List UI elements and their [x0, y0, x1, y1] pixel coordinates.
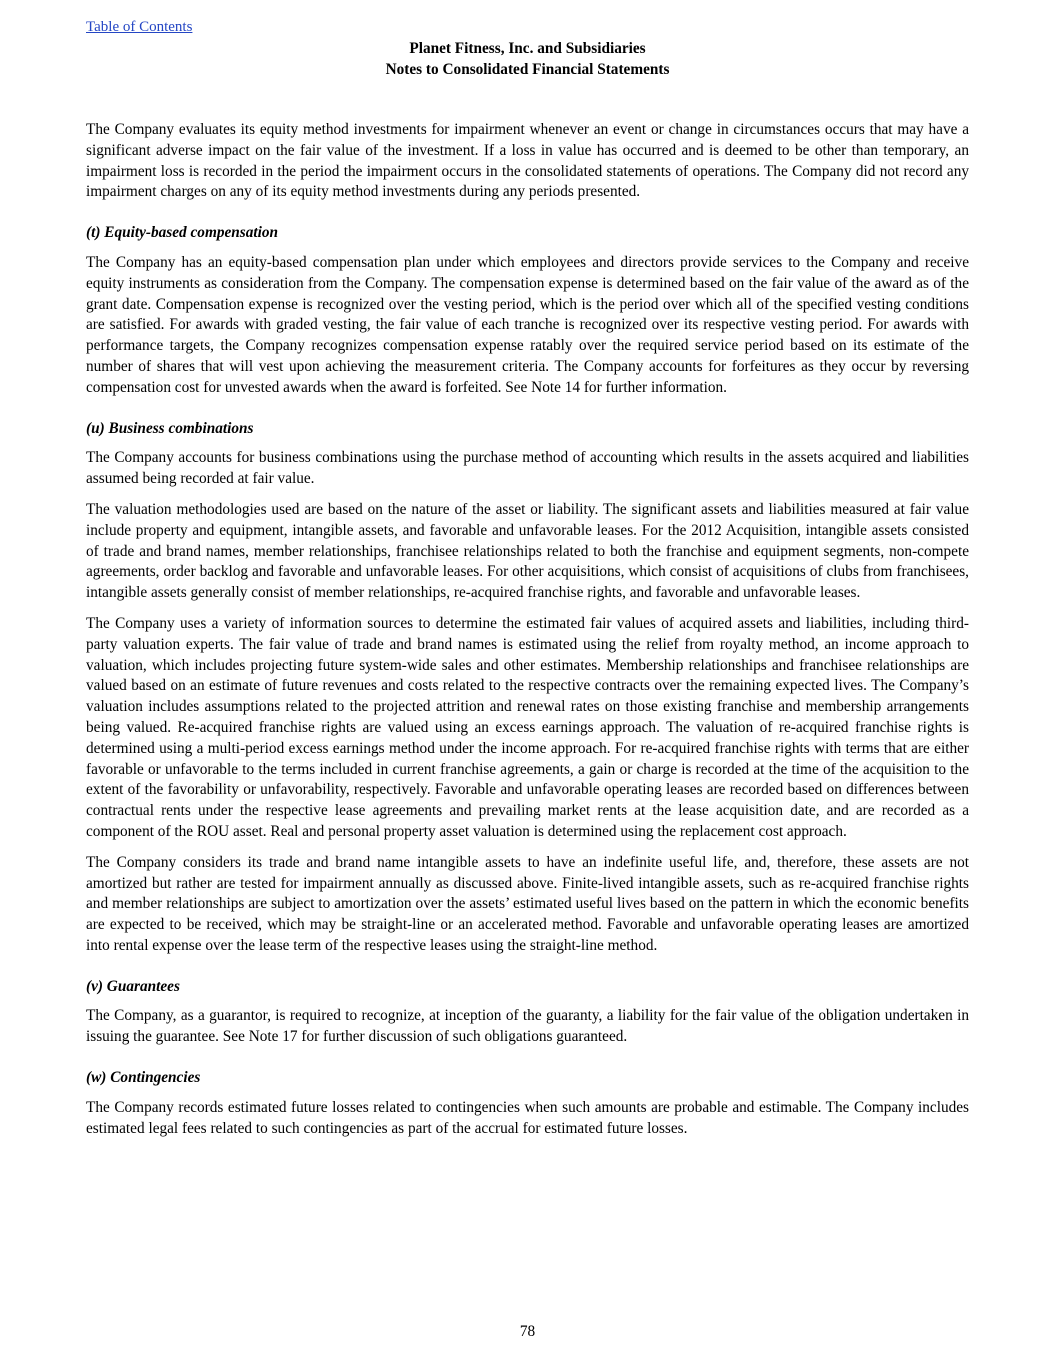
paragraph: The valuation methodologies used are based on the nature of the asset or liability. The significant assets and liabilities measured at fair value include property and equipment, intangible assets, and favorable and unfavorable leases. For the 2012 Acquisition, intangible assets consisted of trade and brand names, member relationships, franchisee relationships related to both the franchise and equipment segments, non-compete agreements, order backlog and favorable and unfavorable leases. For other acquisitions, which consist of acquisitions of clubs from franchisees, intangible assets generally consist of member relationships, re-acquired franchise rights, and favorable and unfavorable leases.: [86, 500, 969, 602]
table-of-contents-link[interactable]: Table of Contents: [86, 19, 193, 35]
page-number: 78: [519, 1323, 536, 1340]
section-heading-contingencies: (w) Contingencies: [86, 1069, 201, 1087]
section-heading-business-combinations: (u) Business combinations: [86, 419, 254, 437]
paragraph: The Company records estimated future losses related to contingencies when such amounts are probable and estimable. The Company includes estimated legal fees related to such contingencies as part of the accrual for estimated future losses.: [86, 1098, 969, 1137]
company-name: Planet Fitness, Inc. and Subsidiaries: [409, 40, 646, 57]
paragraph: The Company accounts for business combinations using the purchase method of accounting which results in the assets acquired and liabilities assumed being recorded at fair value.: [86, 449, 969, 488]
section-heading-equity-based-compensation: (t) Equity-based compensation: [86, 224, 279, 242]
page-header: [0, 38, 1055, 80]
section-heading-guarantees: (v) Guarantees: [86, 977, 180, 995]
paragraph: The Company evaluates its equity method investments for impairment whenever an event or change in circumstances occurs that may have a significant adverse impact on the fair value of the investment. If a loss in value has occurred and is deemed to be other than temporary, an impairment loss is recorded in the period the impairment occurs in the consolidated statements of operations. The Company did not record any impairment charges on any of its equity method investments during any periods presented.: [86, 121, 969, 201]
page-title: Notes to Consolidated Financial Statements: [385, 61, 670, 78]
document-body: [86, 120, 969, 1149]
paragraph: The Company uses a variety of information sources to determine the estimated fair values of acquired assets and liabilities, including third-party valuation experts. The fair value of trade and brand names is estimated using the relief from royalty method, an income approach to valuation, which includes projecting future system-wide sales and other estimates. Membership relationships and franchisee relationships are valued based on an estimate of future revenues and costs related to the respective contracts over the remaining expected lives. The Company’s valuation includes assumptions related to the projected attrition and renewal rates on those existing franchise and membership arrangements being valued. Re-acquired franchise rights are valued using an excess earnings approach. The valuation of re-acquired franchise rights is determined using a multi-period excess earnings method under the income approach. For re-acquired franchise rights with terms that are either favorable or unfavorable to the terms included in current franchise agreements, a gain or charge is recorded at the time of the acquisition to the extent of the favorability or unfavorability, respectively. Favorable and unfavorable operating leases are recorded based on differences between contractual rents under the respective lease agreements and prevailing market rents at the lease acquisition date, and are recorded as a component of the ROU asset. Real and personal property asset valuation is determined using the replacement cost approach.: [86, 614, 969, 840]
paragraph: The Company considers its trade and brand name intangible assets to have an indefinite useful life, and, therefore, these assets are not amortized but rather are tested for impairment annually as discussed above. Finite-lived intangible assets, such as re-acquired franchise rights and member relationships are subject to amortization over the assets’ estimated useful lives based on the pattern in which the economic benefits are expected to be received, which may be straight-line or an accelerated method. Favorable and unfavorable operating leases are amortized into rental expense over the lease term of the respective leases using the straight-line method.: [86, 853, 969, 954]
paragraph: The Company has an equity-based compensation plan under which employees and directors provide services to the Company and receive equity instruments as consideration from the Company. The compensation expense is determined based on the fair value of the award as of the grant date. Compensation expense is recognized over the vesting period, which is the period over which all of the specified vesting conditions are satisfied. For awards with graded vesting, the fair value of each tranche is recognized over its respective vesting period. For awards with performance targets, the Company recognizes compensation expense ratably over the required service period based on its estimate of the number of shares that will vest upon achieving the measurement criteria. The Company accounts for forfeitures as they occur by reversing compensation cost for unvested awards when the award is forfeited. See Note 14 for further information.: [86, 253, 969, 396]
paragraph: The Company, as a guarantor, is required to recognize, at inception of the guaranty, a liability for the fair value of the obligation undertaken in issuing the guarantee. See Note 17 for further discussion of such obligations guaranteed.: [86, 1007, 969, 1046]
